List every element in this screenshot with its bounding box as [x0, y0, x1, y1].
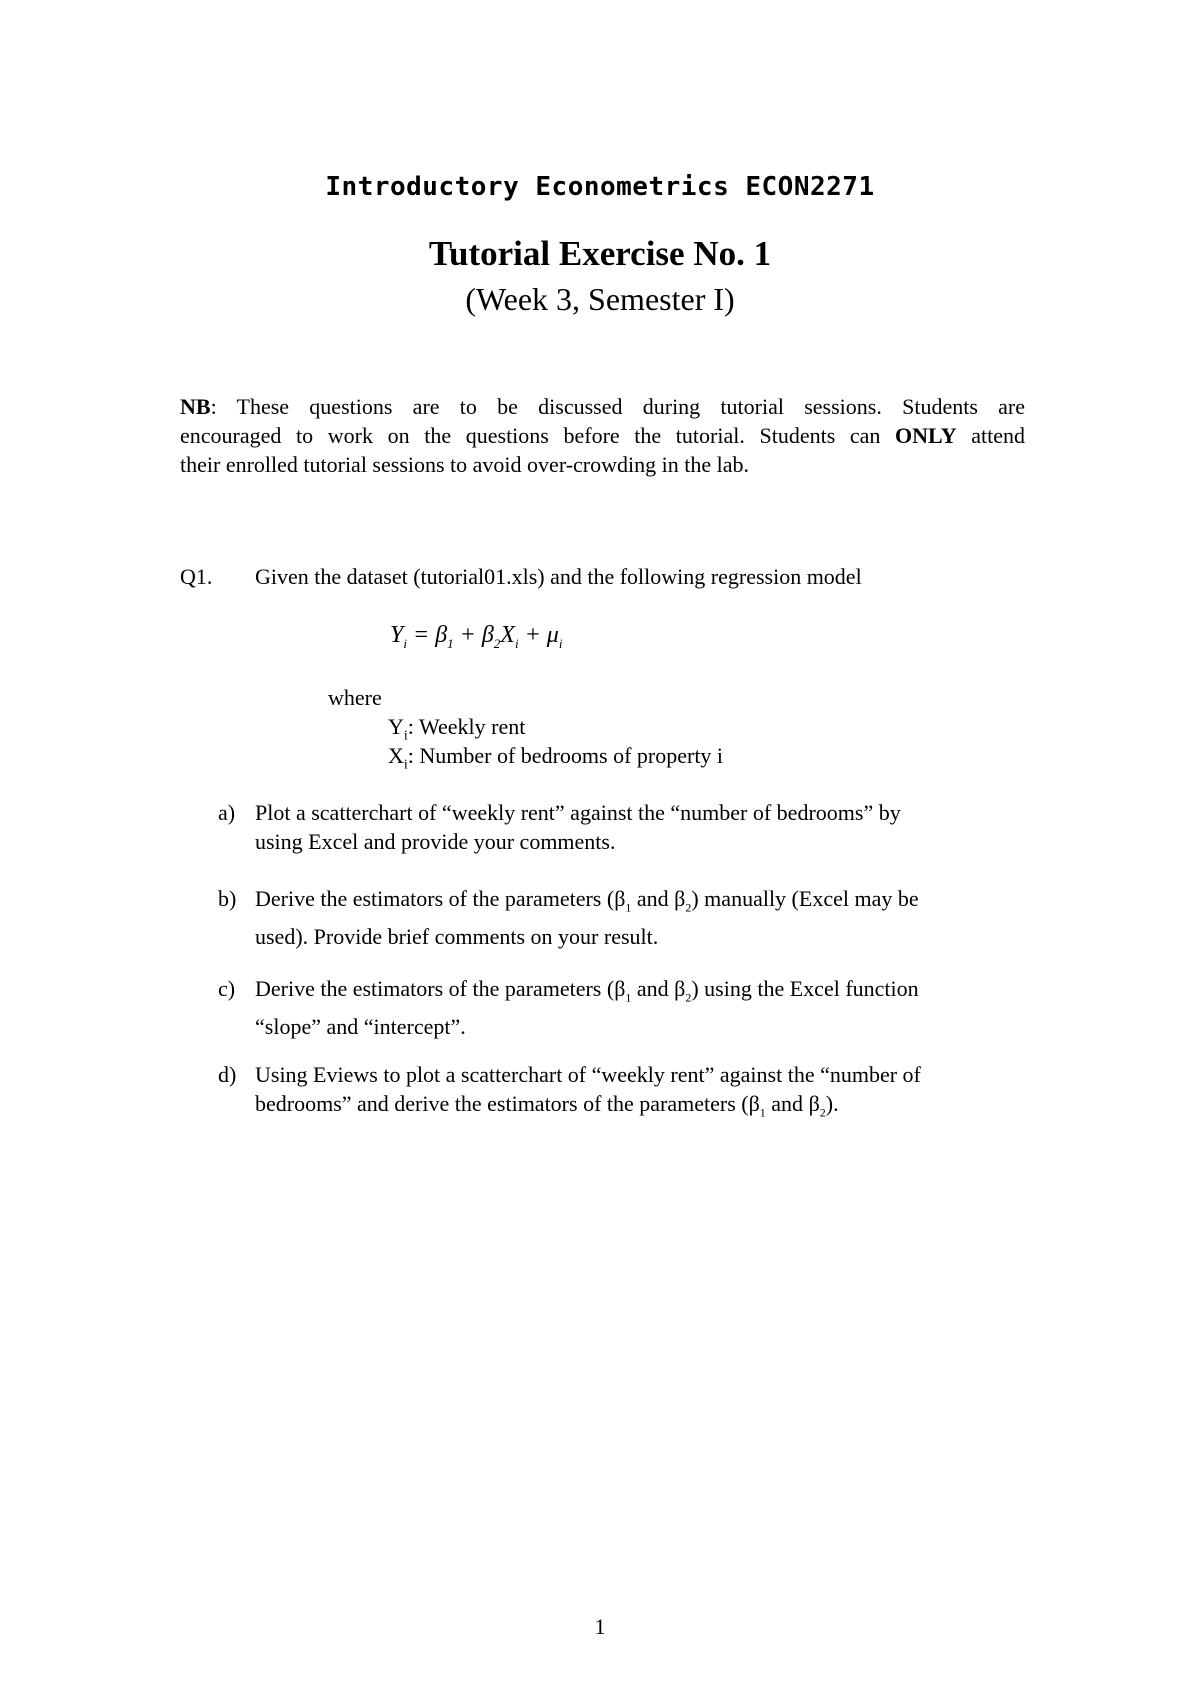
eq-y: Y: [390, 622, 404, 648]
item-line: Plot a scatterchart of “weekly rent” against the “number of bedrooms” by: [255, 800, 901, 825]
item-body: [255, 974, 1038, 1041]
question-intro: Given the dataset (tutorial01.xls) and the following regression model: [255, 564, 862, 589]
question-number: Q1.: [180, 564, 213, 589]
def-symbol: X: [388, 743, 404, 768]
beta-symbol: β: [748, 1091, 760, 1116]
item-text: ).: [825, 1091, 839, 1116]
eq-plus: +: [453, 622, 482, 648]
eq-beta1: β: [435, 622, 448, 648]
tutorial-title: Tutorial Exercise No. 1: [428, 234, 772, 273]
def-text: : Number of bedrooms of property i: [407, 743, 724, 768]
eq-sub: i: [403, 635, 407, 651]
item-text: ) using the Excel function: [691, 976, 919, 1001]
item-letter: b): [218, 886, 237, 911]
item-text: and: [765, 1091, 809, 1116]
beta-symbol: β: [674, 886, 686, 911]
nb-line-2-post: attend: [956, 423, 1025, 448]
beta-symbol: β: [674, 976, 686, 1001]
item-text: Derive the estimators of the parameters (: [255, 886, 615, 911]
nb-line-2-pre: encouraged to work on the questions before the tutorial. Students can: [180, 423, 896, 448]
page-number: 1: [594, 1614, 606, 1639]
item-text: bedrooms” and derive the estimators of the parameters (: [255, 1091, 749, 1116]
item-line: [255, 884, 1038, 922]
item-line: [255, 1089, 1038, 1127]
item-text: and: [631, 886, 675, 911]
definition-y: [388, 714, 525, 744]
eq-sub: i: [558, 635, 563, 651]
item-line: Using Eviews to plot a scatterchart of “weekly rent” against the “number of: [255, 1062, 921, 1087]
nb-line-1-text: : These questions are to be discussed during tutorial sessions. Students are: [210, 394, 1025, 419]
item-letter: a): [218, 800, 236, 825]
eq-mu: μ: [546, 622, 559, 648]
item-line: using Excel and provide your comments.: [255, 829, 616, 854]
where-label: where: [328, 685, 382, 710]
beta-sub: 2: [685, 990, 692, 1005]
item-text: Derive the estimators of the parameters (: [255, 976, 615, 1001]
beta-symbol: β: [614, 886, 626, 911]
nb-note: [180, 392, 1025, 479]
eq-beta2: β: [481, 622, 494, 648]
item-text: and: [631, 976, 675, 1001]
item-letter: d): [218, 1062, 237, 1087]
item-body: [255, 1060, 1038, 1127]
only-emphasis: ONLY: [895, 423, 957, 448]
beta-sub: 1: [759, 1105, 766, 1120]
eq-sub: i: [514, 635, 519, 651]
nb-line-1: [180, 392, 1025, 421]
beta-sub: 1: [625, 990, 632, 1005]
definition-x: [388, 743, 723, 773]
eq-plus: +: [518, 622, 547, 648]
eq-sub: 2: [493, 635, 501, 651]
course-title: Introductory Econometrics ECON2271: [325, 172, 875, 202]
nb-line-2: [180, 421, 1025, 450]
nb-line-3: their enrolled tutorial sessions to avoid over-crowding in the lab.: [180, 452, 749, 477]
beta-symbol: β: [808, 1091, 820, 1116]
def-sub: i: [403, 728, 408, 744]
nb-label: NB: [180, 394, 211, 419]
week-semester-line: (Week 3, Semester I): [465, 281, 735, 317]
def-symbol: Y: [388, 714, 404, 739]
def-sub: i: [403, 757, 408, 773]
beta-symbol: β: [614, 976, 626, 1001]
eq-x: X: [500, 622, 515, 648]
item-body: [255, 884, 1038, 951]
eq-sub: 1: [447, 635, 454, 651]
item-line: [255, 974, 1038, 1012]
item-body: [255, 798, 1038, 856]
regression-equation: [390, 622, 562, 652]
beta-sub: 1: [625, 900, 632, 915]
def-text: : Weekly rent: [407, 714, 526, 739]
item-line: used). Provide brief comments on your result.: [255, 924, 659, 950]
beta-sub: 2: [819, 1105, 826, 1120]
eq-equals: =: [406, 622, 436, 648]
item-text: ) manually (Excel may be: [691, 886, 919, 911]
item-line: “slope” and “intercept”.: [255, 1014, 466, 1040]
beta-sub: 2: [685, 900, 692, 915]
item-letter: c): [218, 976, 236, 1001]
